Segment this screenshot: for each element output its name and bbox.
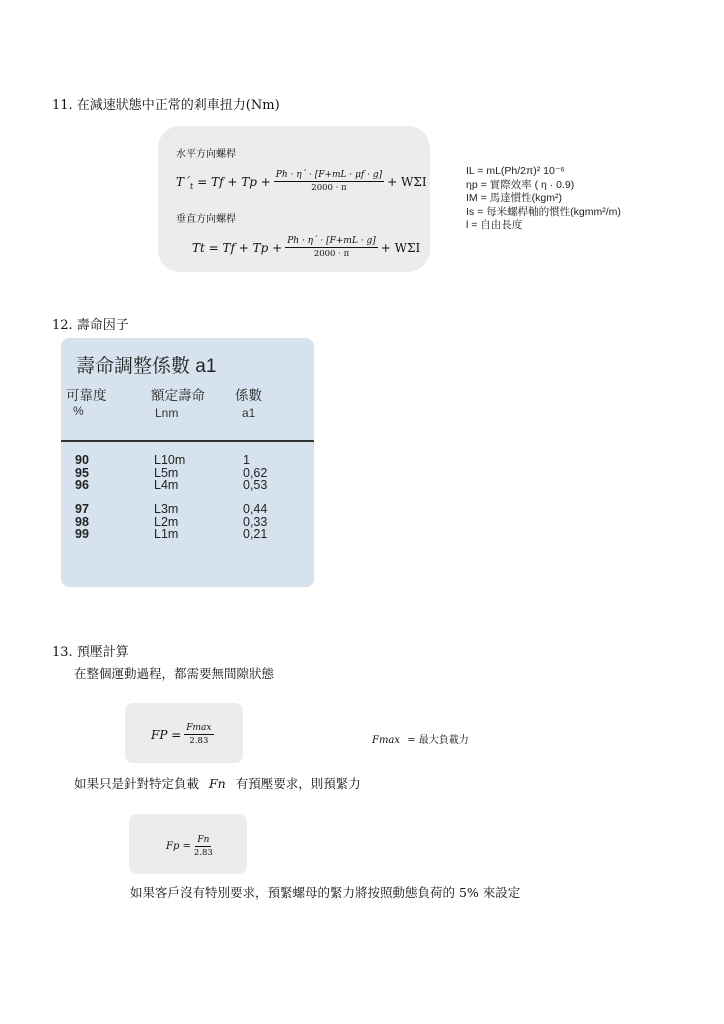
factor-column-group-2 bbox=[243, 503, 267, 541]
legend-item: IL = mL(Ph/2π)² 10⁻⁶ bbox=[466, 165, 565, 177]
formula1-denominator: 2.83 bbox=[189, 736, 209, 746]
unit-reliability: % bbox=[73, 404, 84, 418]
eq2-fraction bbox=[285, 236, 378, 259]
table-cell: 0,62 bbox=[243, 465, 268, 480]
legend-item: ηp = 實際效率 ( η · 0.9) bbox=[466, 178, 575, 191]
formula2-lhs: Fp = bbox=[166, 841, 191, 852]
default-preload-text: 如果客戶沒有特別要求，預緊螺母的緊力將按照動態負荷的 5% 來設定 bbox=[130, 885, 521, 900]
formula1-numerator: Fmax bbox=[186, 723, 212, 733]
table-cell: L2m bbox=[154, 514, 179, 529]
column-header-rated-life: 額定壽命 bbox=[151, 388, 205, 403]
eq1-tail: + WΣI bbox=[387, 174, 427, 189]
table-cell: L3m bbox=[154, 502, 179, 516]
table-cell: L10m bbox=[154, 453, 186, 467]
no-backlash-text: 在整個運動過程，都需要無間隙狀態 bbox=[74, 666, 275, 681]
eq1-numerator: Ph · η´ · [F+mL · μf · g] bbox=[275, 170, 383, 180]
specific-load-text bbox=[74, 774, 361, 792]
table-cell: 0,33 bbox=[243, 514, 268, 529]
fmax-description: = 最大負載力 bbox=[407, 735, 469, 746]
life-factor-table-title: 壽命調整係數 a1 bbox=[76, 356, 217, 377]
eq1-fraction bbox=[274, 170, 384, 193]
fn-symbol: Fn bbox=[209, 776, 226, 791]
section-11-heading: 11. 在減速狀態中正常的剎車扭力(Nm) bbox=[52, 98, 280, 113]
table-cell: L5m bbox=[154, 465, 179, 480]
eq1-lhs-subscript: t bbox=[190, 182, 194, 191]
formula2-denominator: 2.83 bbox=[193, 848, 213, 858]
eq1-rhs: = Tf + Tp + bbox=[197, 174, 271, 189]
vertical-brake-torque-equation bbox=[192, 236, 420, 259]
horizontal-brake-torque-equation bbox=[176, 170, 427, 193]
preload-fn-formula bbox=[166, 835, 216, 858]
reliability-column-group-1 bbox=[75, 454, 89, 492]
eq2-lhs: Tt = Tf + Tp + bbox=[192, 240, 283, 255]
table-cell: 0,21 bbox=[243, 527, 268, 541]
rated-life-column-group-2 bbox=[154, 503, 178, 541]
table-cell: 96 bbox=[75, 478, 89, 492]
formula2-fraction bbox=[194, 835, 213, 858]
table-cell: 95 bbox=[75, 465, 89, 480]
eq2-denominator: 2000 · π bbox=[313, 249, 350, 259]
column-header-reliability: 可靠度 bbox=[66, 388, 107, 403]
section-13-heading: 13. 預壓計算 bbox=[52, 645, 129, 660]
symbol-legend bbox=[466, 165, 621, 233]
legend-item: IM = 馬達慣性(kgm²) bbox=[466, 192, 562, 204]
fmax-symbol: Fmax bbox=[372, 735, 401, 746]
eq1-denominator: 2000 · π bbox=[311, 183, 347, 193]
fmax-definition bbox=[372, 731, 469, 746]
column-header-factor: 係數 bbox=[235, 388, 262, 403]
section-12-heading: 12. 壽命因子 bbox=[52, 318, 129, 333]
vertical-screw-label: 垂直方向螺桿 bbox=[176, 214, 236, 225]
reliability-column-group-2 bbox=[75, 503, 89, 541]
unit-factor: a1 bbox=[242, 406, 256, 420]
table-cell: 0,44 bbox=[243, 502, 268, 516]
eq2-tail: + WΣI bbox=[380, 240, 421, 255]
table-cell: 90 bbox=[75, 453, 89, 467]
factor-column-group-1 bbox=[243, 454, 267, 492]
formula2-numerator: Fn bbox=[197, 835, 210, 845]
table-cell: 1 bbox=[243, 453, 250, 467]
table-cell: 97 bbox=[75, 502, 89, 516]
specific-load-text-a: 如果只是針對特定負載 bbox=[74, 776, 200, 791]
rated-life-column-group-1 bbox=[154, 454, 185, 492]
table-cell: 98 bbox=[75, 514, 89, 529]
table-cell: L4m bbox=[154, 478, 179, 492]
eq1-lhs: T´ bbox=[176, 174, 191, 189]
table-header-rule bbox=[61, 440, 314, 442]
specific-load-text-b: 有預壓要求，則預緊力 bbox=[235, 776, 361, 791]
legend-item: Is = 每米螺桿軸的慣性(kgmm²/m) bbox=[466, 205, 621, 218]
table-cell: 0,53 bbox=[243, 478, 268, 492]
formula1-lhs: FP = bbox=[151, 727, 182, 742]
legend-item: l = 自由長度 bbox=[466, 219, 523, 231]
table-cell: 99 bbox=[75, 527, 89, 541]
unit-rated-life: Lnm bbox=[155, 406, 179, 420]
eq2-numerator: Ph · η´ · [F+mL · g] bbox=[287, 236, 376, 246]
preload-formula bbox=[151, 723, 217, 746]
horizontal-screw-label: 水平方向螺桿 bbox=[176, 149, 236, 160]
table-cell: L1m bbox=[154, 527, 179, 541]
formula1-fraction bbox=[184, 723, 213, 746]
